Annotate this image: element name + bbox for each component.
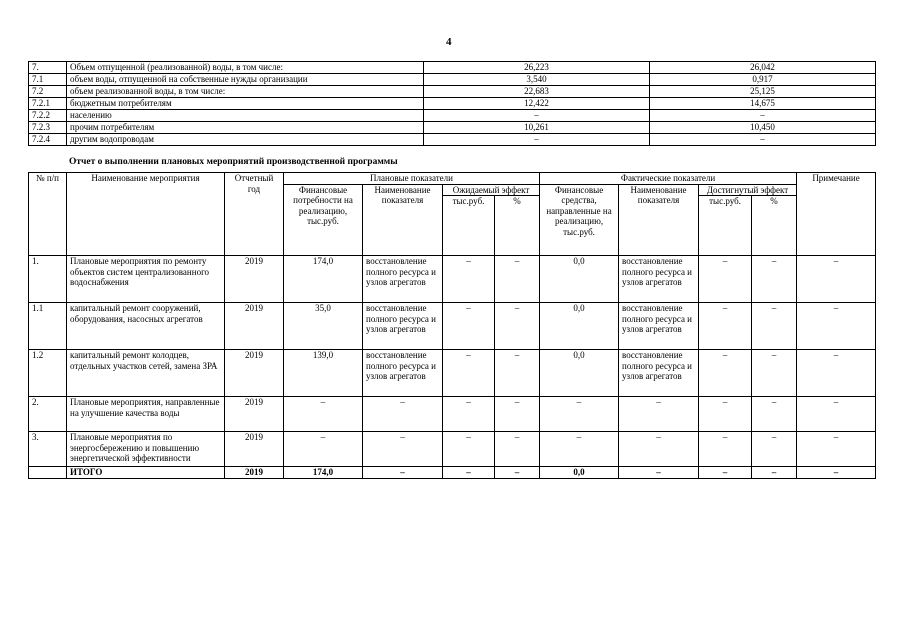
volume-row — [29, 62, 876, 74]
volume-table — [28, 61, 876, 146]
row-note: – — [797, 303, 876, 350]
row-year: 2019 — [225, 397, 284, 432]
total-note: – — [797, 467, 876, 479]
total-plan-fin: 174,0 — [284, 467, 363, 479]
volume-num: 7.2.4 — [29, 134, 67, 146]
row-name: Плановые мероприятия, направленные на улучшение качества воды — [67, 397, 225, 432]
row-name: капитальный ремонт сооружений, оборудования, насосных агрегатов — [67, 303, 225, 350]
row-num: 1.2 — [29, 350, 67, 397]
volume-value-1: 22,683 — [424, 86, 650, 98]
row-name: Плановые мероприятия по ремонту объектов систем централизованного водоснабжения — [67, 256, 225, 303]
volume-value-1: 3,540 — [424, 74, 650, 86]
volume-name: объем реализованной воды, в том числе: — [67, 86, 424, 98]
row-fact-pct: – — [752, 432, 797, 467]
row-num: 1.1 — [29, 303, 67, 350]
header-fact-pct: % — [752, 196, 797, 256]
total-fact-fin: 0,0 — [540, 467, 619, 479]
row-year: 2019 — [225, 350, 284, 397]
row-note: – — [797, 397, 876, 432]
row-fact-fin: – — [540, 432, 619, 467]
header-plan: Плановые показатели — [284, 173, 540, 185]
total-fact-pct: – — [752, 467, 797, 479]
volume-name: бюджетным потребителям — [67, 98, 424, 110]
row-plan-fin: – — [284, 432, 363, 467]
row-fact-pct: – — [752, 303, 797, 350]
row-name: капитальный ремонт колодцев, отдельных участков сетей, замена ЗРА — [67, 350, 225, 397]
volume-row — [29, 98, 876, 110]
volume-value-1: 12,422 — [424, 98, 650, 110]
row-note: – — [797, 432, 876, 467]
row-plan-rub: – — [443, 303, 495, 350]
row-year: 2019 — [225, 303, 284, 350]
row-fact-pct: – — [752, 256, 797, 303]
volume-num: 7.1 — [29, 74, 67, 86]
row-fact-ind: восстановление полного ресурса и узлов агрегатов — [619, 350, 699, 397]
header-year: Отчетный год — [225, 173, 284, 256]
row-fact-fin: 0,0 — [540, 256, 619, 303]
row-plan-ind: – — [363, 397, 443, 432]
row-fact-ind: восстановление полного ресурса и узлов агрегатов — [619, 256, 699, 303]
header-num: № п/п — [29, 173, 67, 256]
total-name: ИТОГО — [67, 467, 225, 479]
row-fact-rub: – — [699, 397, 752, 432]
row-plan-fin: – — [284, 397, 363, 432]
row-num: 2. — [29, 397, 67, 432]
volume-value-1: 10,261 — [424, 122, 650, 134]
row-plan-ind: – — [363, 432, 443, 467]
row-fact-fin: – — [540, 397, 619, 432]
page-number: 4 — [446, 36, 452, 48]
volume-value-2: – — [650, 110, 876, 122]
row-plan-ind: восстановление полного ресурса и узлов агрегатов — [363, 256, 443, 303]
row-plan-rub: – — [443, 432, 495, 467]
row-note: – — [797, 350, 876, 397]
row-plan-ind: восстановление полного ресурса и узлов агрегатов — [363, 303, 443, 350]
volume-row — [29, 110, 876, 122]
row-plan-pct: – — [495, 303, 540, 350]
row-plan-rub: – — [443, 350, 495, 397]
header-fact-rub: тыс.руб. — [699, 196, 752, 256]
row-fact-pct: – — [752, 350, 797, 397]
volume-value-2: 10,450 — [650, 122, 876, 134]
row-plan-ind: восстановление полного ресурса и узлов агрегатов — [363, 350, 443, 397]
total-plan-rub: – — [443, 467, 495, 479]
row-plan-rub: – — [443, 256, 495, 303]
volume-row — [29, 122, 876, 134]
row-plan-fin: 174,0 — [284, 256, 363, 303]
row-plan-pct: – — [495, 397, 540, 432]
header-plan-ind: Наименование показателя — [363, 184, 443, 256]
row-fact-ind: – — [619, 432, 699, 467]
row-fact-fin: 0,0 — [540, 303, 619, 350]
total-row — [29, 467, 876, 479]
total-fact-ind: – — [619, 467, 699, 479]
row-num: 1. — [29, 256, 67, 303]
row-plan-pct: – — [495, 256, 540, 303]
table-row — [29, 432, 876, 467]
header-fact-ind: Наименование показателя — [619, 184, 699, 256]
report-title: Отчет о выполнении плановых мероприятий производственной программы — [69, 157, 398, 167]
row-name: Плановые мероприятия по энергосбережению и повышению энергетической эффективности — [67, 432, 225, 467]
table-row — [29, 397, 876, 432]
row-plan-pct: – — [495, 350, 540, 397]
row-fact-rub: – — [699, 350, 752, 397]
volume-name: другим водопроводам — [67, 134, 424, 146]
row-plan-fin: 139,0 — [284, 350, 363, 397]
header-plan-eff: Ожидаемый эффект — [443, 184, 540, 196]
row-fact-pct: – — [752, 397, 797, 432]
volume-name: прочим потребителям — [67, 122, 424, 134]
header-plan-pct: % — [495, 196, 540, 256]
total-plan-ind: – — [363, 467, 443, 479]
row-plan-pct: – — [495, 432, 540, 467]
volume-value-2: 26,042 — [650, 62, 876, 74]
row-fact-fin: 0,0 — [540, 350, 619, 397]
header-fact-eff: Достигнутый эффект — [699, 184, 797, 196]
header-fact-fin: Финансовые средства, направленные на реализацию, тыс.руб. — [540, 184, 619, 256]
volume-value-1: – — [424, 110, 650, 122]
row-fact-rub: – — [699, 256, 752, 303]
total-plan-pct: – — [495, 467, 540, 479]
header-note: Примечание — [797, 173, 876, 256]
row-fact-ind: – — [619, 397, 699, 432]
volume-num: 7.2.3 — [29, 122, 67, 134]
volume-value-2: 0,917 — [650, 74, 876, 86]
volume-num: 7.2 — [29, 86, 67, 98]
row-fact-ind: восстановление полного ресурса и узлов агрегатов — [619, 303, 699, 350]
header-row-1 — [29, 173, 876, 185]
volume-name: объем воды, отпущенной на собственные нужды организации — [67, 74, 424, 86]
volume-value-2: – — [650, 134, 876, 146]
volume-num: 7.2.2 — [29, 110, 67, 122]
row-fact-rub: – — [699, 432, 752, 467]
volume-row — [29, 74, 876, 86]
table-row — [29, 256, 876, 303]
header-plan-rub: тыс.руб. — [443, 196, 495, 256]
volume-value-2: 14,675 — [650, 98, 876, 110]
total-fact-rub: – — [699, 467, 752, 479]
row-num: 3. — [29, 432, 67, 467]
program-report-table — [28, 172, 876, 479]
volume-num: 7. — [29, 62, 67, 74]
volume-value-1: 26,223 — [424, 62, 650, 74]
header-fact: Фактические показатели — [540, 173, 797, 185]
header-name: Наименование мероприятия — [67, 173, 225, 256]
total-num — [29, 467, 67, 479]
row-fact-rub: – — [699, 303, 752, 350]
row-plan-fin: 35,0 — [284, 303, 363, 350]
volume-row — [29, 134, 876, 146]
volume-row — [29, 86, 876, 98]
volume-value-1: – — [424, 134, 650, 146]
header-plan-fin: Финансовые потребности на реализацию, тыс.руб. — [284, 184, 363, 256]
total-year: 2019 — [225, 467, 284, 479]
row-year: 2019 — [225, 432, 284, 467]
volume-name: Объем отпущенной (реализованной) воды, в том числе: — [67, 62, 424, 74]
row-year: 2019 — [225, 256, 284, 303]
table-row — [29, 350, 876, 397]
row-note: – — [797, 256, 876, 303]
volume-value-2: 25,125 — [650, 86, 876, 98]
volume-num: 7.2.1 — [29, 98, 67, 110]
volume-name: населению — [67, 110, 424, 122]
table-row — [29, 303, 876, 350]
row-plan-rub: – — [443, 397, 495, 432]
